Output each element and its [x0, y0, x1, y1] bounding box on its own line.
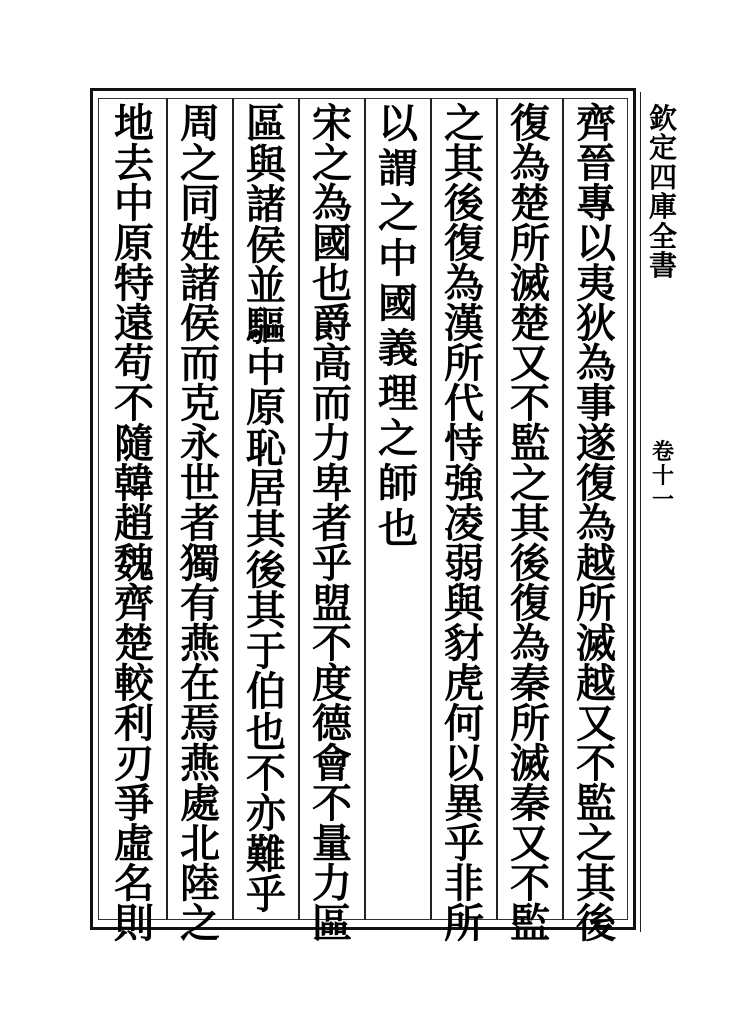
column-divider [166, 98, 168, 920]
volume-label: 卷 十 一 [651, 439, 674, 514]
text-column: 區 與 諸 侯 並 驅 中 原 恥 居 其 後 其 于 伯 也 不 亦 難 乎 [246, 100, 286, 919]
text-column: 之 其 後 復 為 漢 所 代 恃 強 凌 弱 與 豺 虎 何 以 異 乎 非 所 [444, 100, 484, 947]
column-divider [496, 98, 498, 920]
column-divider [298, 98, 300, 920]
book-title: 欽 定 四 庫 全 書 [648, 102, 677, 282]
text-column: 周 之 同 姓 諸 侯 而 克 永 世 者 獨 有 燕 在 焉 燕 處 北 陸 之 [180, 100, 220, 947]
column-divider [430, 98, 432, 920]
text-column: 地 去 中 原 特 遠 苟 不 隨 韓 趙 魏 齊 楚 較 利 刃 爭 虛 名 則 [114, 100, 154, 947]
column-divider [562, 98, 564, 920]
text-column: 復 為 楚 所 滅 楚 又 不 監 之 其 後 復 為 秦 所 滅 秦 又 不 監 [510, 100, 550, 947]
text-column: 宋 之 為 國 也 爵 高 而 力 卑 者 乎 盟 不 度 德 會 不 量 力 區 [312, 100, 352, 947]
text-column: 齊 晉 專 以 夷 狄 為 事 遂 復 為 越 所 滅 越 又 不 監 之 其 後 [576, 100, 616, 947]
column-divider [232, 98, 234, 920]
column-divider [364, 98, 366, 920]
text-column: 以 謂 之 中 國 義 理 之 師 也 [378, 100, 418, 552]
